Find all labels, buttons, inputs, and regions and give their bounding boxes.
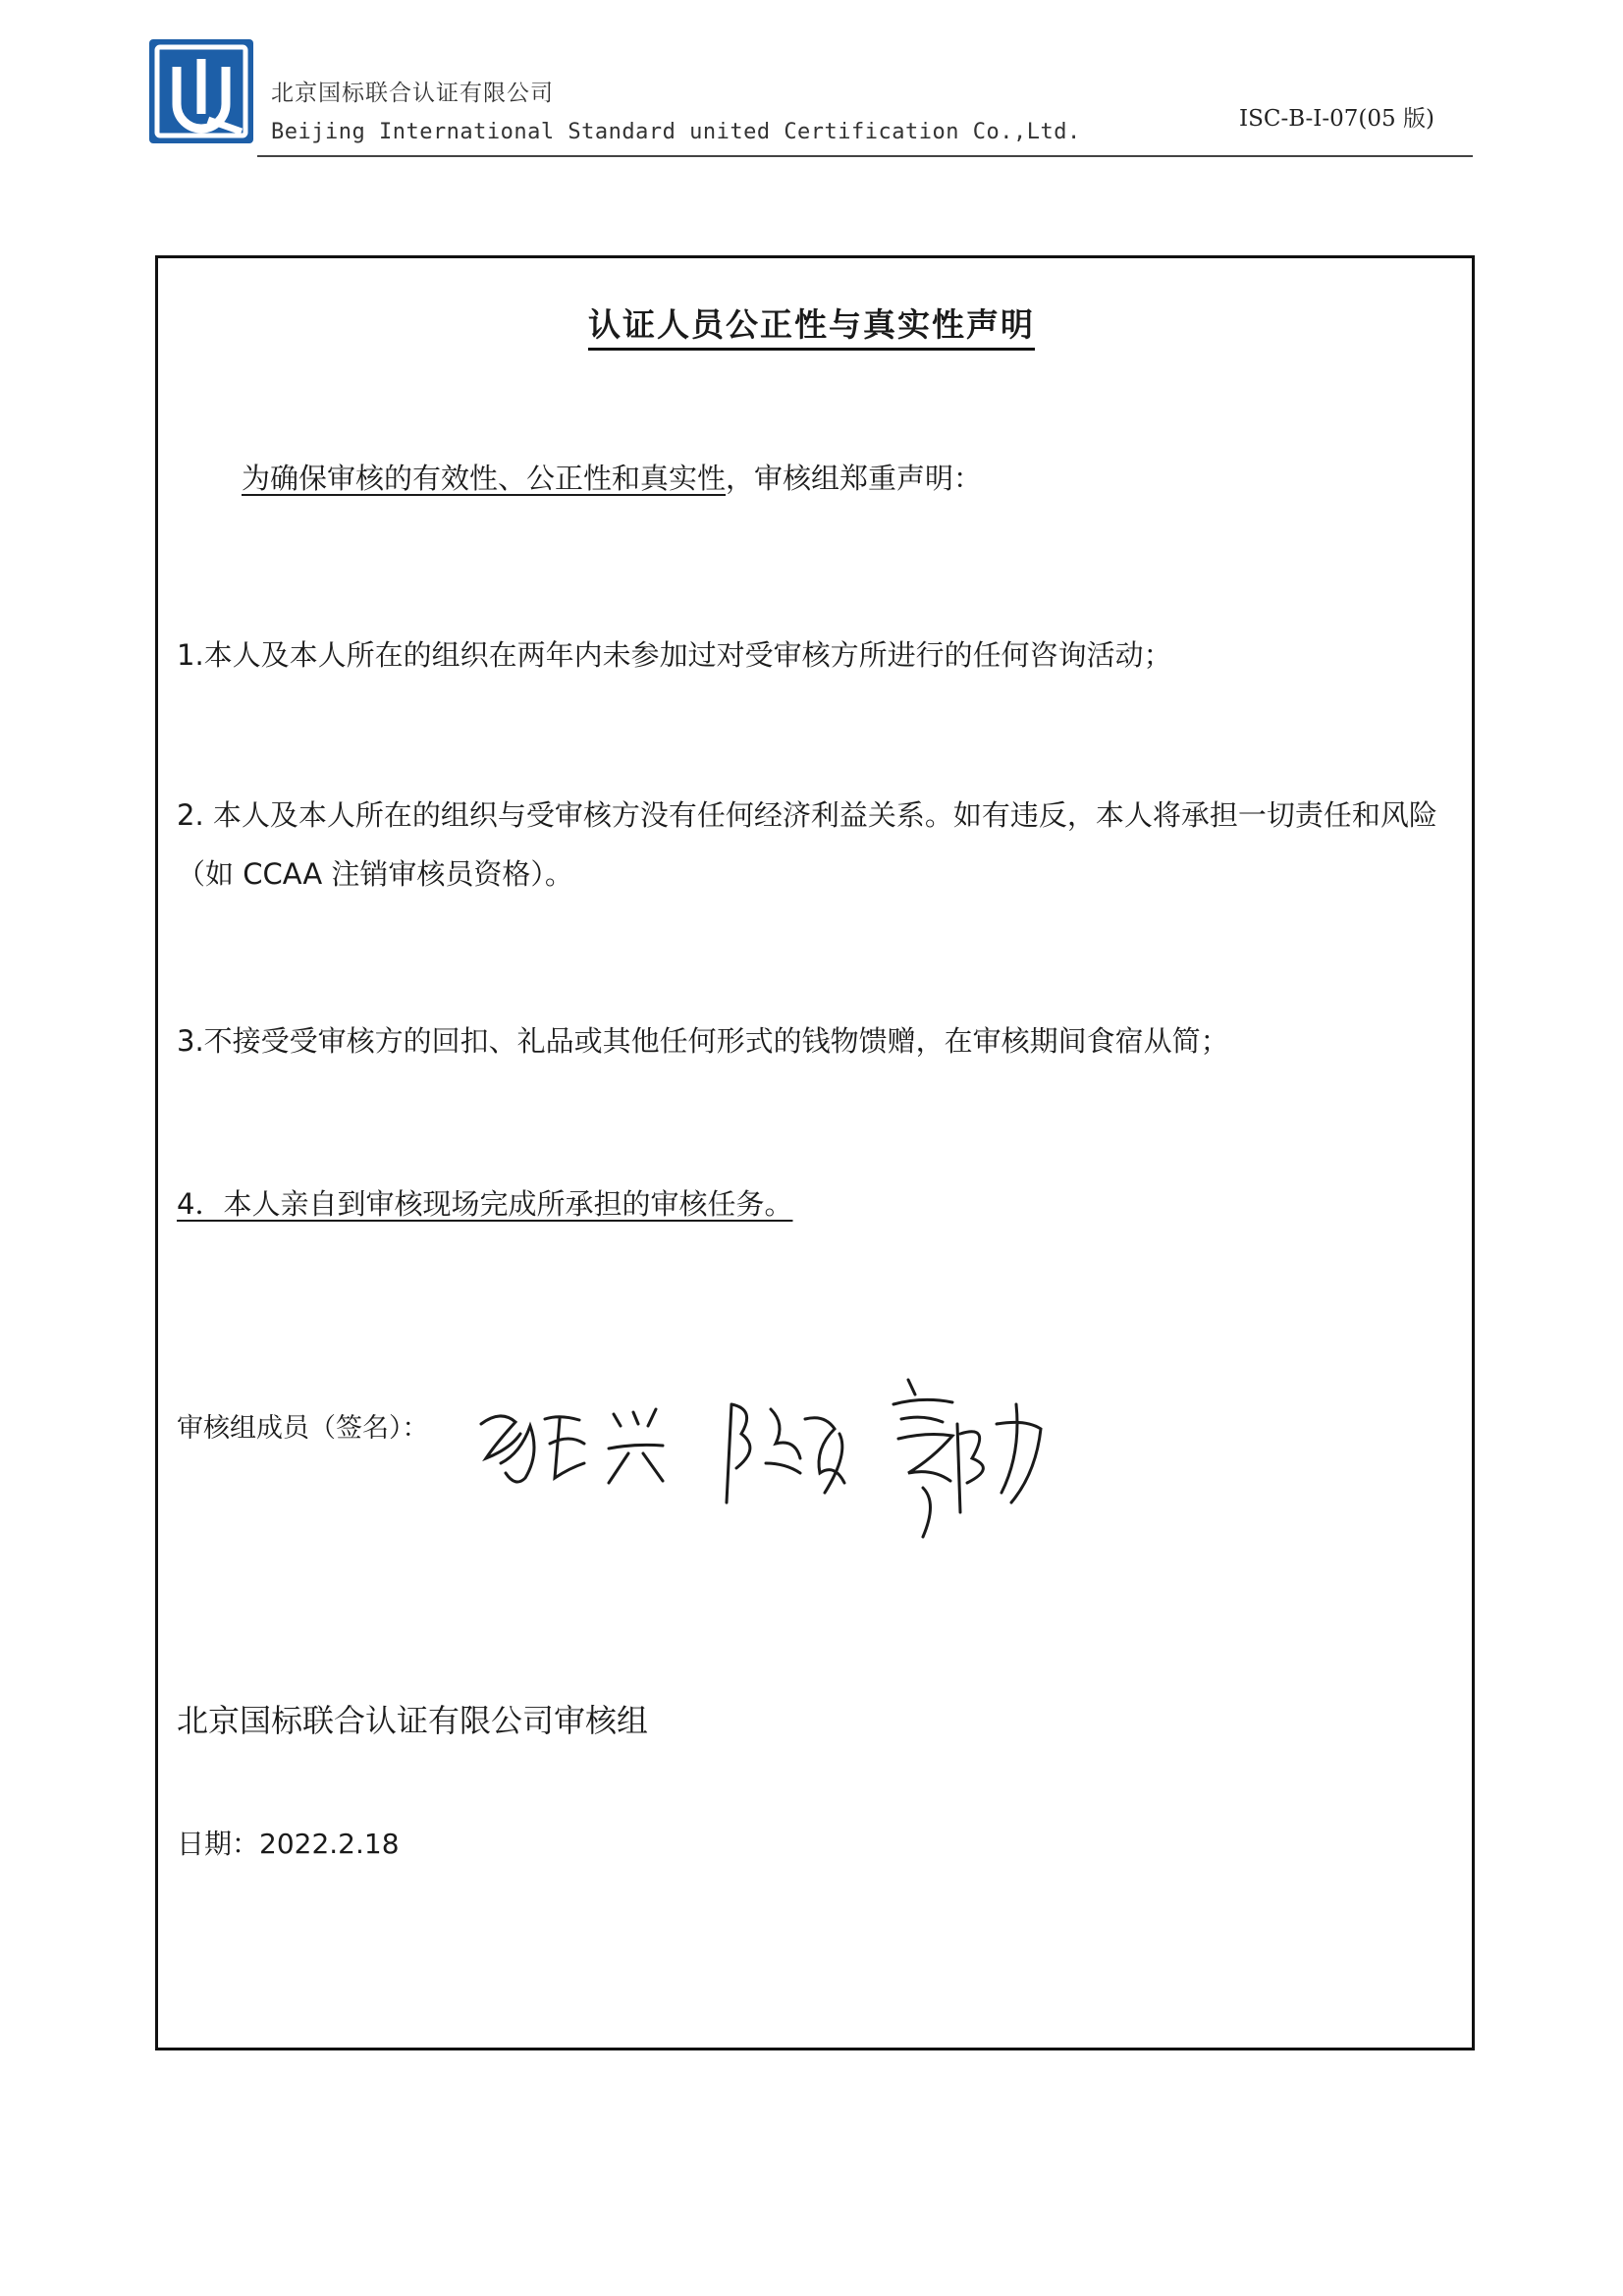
signature-3 <box>893 1380 1041 1537</box>
intro-rest-text: ，审核组郑重声明： <box>726 462 983 495</box>
declaration-item-2: 2. 本人及本人所在的组织与受审核方没有任何经济利益关系。如有违反，本人将承担一切责任和风险（如 CCAA 注销审核员资格）。 <box>177 798 1437 891</box>
content-frame <box>155 255 1475 2050</box>
bisc-logo-icon <box>147 37 255 145</box>
signature-1 <box>481 1409 663 1483</box>
header-divider <box>257 155 1473 157</box>
signature-label: 审核组成员（签名）： <box>177 1413 429 1444</box>
date-value: 2022.2.18 <box>259 1828 400 1860</box>
company-name-en: Beijing International Standard united Certification Co.,Ltd. <box>271 120 1081 144</box>
date-label: 日期： <box>177 1828 260 1860</box>
document-code: ISC-B-I-07(05 版) <box>1239 106 1434 132</box>
signature-2 <box>727 1404 844 1503</box>
intro-underlined-text: 为确保审核的有效性、公正性和真实性 <box>242 462 727 495</box>
declaration-item-3: 3.不接受受审核方的回扣、礼品或其他任何形式的钱物馈赠，在审核期间食宿从简； <box>177 1024 1229 1058</box>
date-line <box>177 1815 400 1874</box>
declaration-item-1: 1.本人及本人所在的组织在两年内未参加过对受审核方所进行的任何咨询活动； <box>177 638 1172 672</box>
declaration-item-4: 4．本人亲自到审核现场完成所承担的审核任务。 <box>177 1187 793 1221</box>
intro-paragraph <box>242 449 982 508</box>
audit-team-organization: 北京国标联合认证有限公司审核组 <box>177 1702 649 1739</box>
company-name-cn: 北京国标联合认证有限公司 <box>271 81 554 106</box>
signatures-area <box>461 1365 1070 1542</box>
document-title: 认证人员公正性与真实性声明 <box>0 300 1623 346</box>
